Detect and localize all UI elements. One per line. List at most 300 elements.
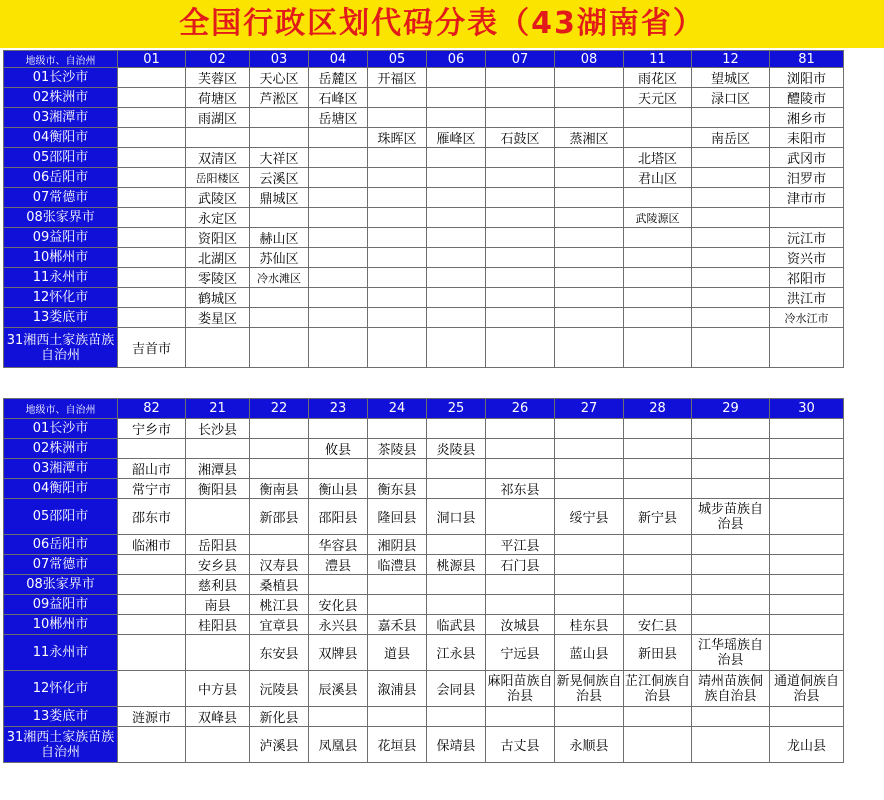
- county-cell: 汉寿县: [250, 555, 309, 575]
- table-row: [4, 148, 844, 168]
- county-cell: 珠晖区: [368, 128, 427, 148]
- county-cell: [624, 459, 692, 479]
- column-code: 25: [427, 399, 486, 419]
- county-cell: 冷水江市: [770, 308, 844, 328]
- county-cell: [624, 188, 692, 208]
- county-cell: 祁阳市: [770, 268, 844, 288]
- county-cell: [624, 248, 692, 268]
- county-cell: [555, 148, 624, 168]
- county-cell: [624, 575, 692, 595]
- county-cell: [624, 707, 692, 727]
- county-cell: 城步苗族自治县: [692, 499, 770, 535]
- county-cell: 江永县: [427, 635, 486, 671]
- county-cell: 安仁县: [624, 615, 692, 635]
- county-cell: [770, 575, 844, 595]
- county-cell: 天元区: [624, 88, 692, 108]
- county-cell: [624, 288, 692, 308]
- county-cell: [118, 615, 186, 635]
- county-cell: [555, 188, 624, 208]
- county-cell: [118, 228, 186, 248]
- county-cell: [186, 439, 250, 459]
- county-cell: [309, 248, 368, 268]
- county-cell: [309, 459, 368, 479]
- county-cell: [118, 439, 186, 459]
- county-cell: [368, 208, 427, 228]
- city-name: 11永州市: [4, 268, 118, 288]
- county-cell: [250, 419, 309, 439]
- county-cell: 新晃侗族自治县: [555, 671, 624, 707]
- county-cell: 君山区: [624, 168, 692, 188]
- county-cell: [427, 707, 486, 727]
- city-name: 01长沙市: [4, 68, 118, 88]
- county-cell: 洞口县: [427, 499, 486, 535]
- county-cell: 渌口区: [692, 88, 770, 108]
- county-cell: [624, 419, 692, 439]
- county-cell: [250, 328, 309, 368]
- city-name: 13娄底市: [4, 707, 118, 727]
- table-row: [4, 595, 844, 615]
- county-cell: [486, 228, 555, 248]
- county-cell: [770, 208, 844, 228]
- table-row: [4, 575, 844, 595]
- county-cell: 临澧县: [368, 555, 427, 575]
- county-cell: 津市市: [770, 188, 844, 208]
- county-cell: [427, 459, 486, 479]
- column-code: 11: [624, 51, 692, 68]
- county-cell: [624, 108, 692, 128]
- header-label: 地级市、自治州: [4, 51, 118, 68]
- county-cell: 安化县: [309, 595, 368, 615]
- county-cell: 醴陵市: [770, 88, 844, 108]
- county-cell: [624, 268, 692, 288]
- county-cell: 新宁县: [624, 499, 692, 535]
- county-cell: [486, 168, 555, 188]
- column-code: 02: [186, 51, 250, 68]
- header-label: 地级市、自治州: [4, 399, 118, 419]
- county-cell: [118, 671, 186, 707]
- county-cell: 永顺县: [555, 727, 624, 763]
- table-row: [4, 671, 844, 707]
- county-cell: 荷塘区: [186, 88, 250, 108]
- county-cell: [555, 419, 624, 439]
- county-cell: 华容县: [309, 535, 368, 555]
- county-cell: 北湖区: [186, 248, 250, 268]
- county-cell: [427, 535, 486, 555]
- county-cell: 南岳区: [692, 128, 770, 148]
- county-cell: [118, 595, 186, 615]
- county-cell: [118, 308, 186, 328]
- county-cell: [368, 419, 427, 439]
- county-cell: [427, 168, 486, 188]
- county-cell: [770, 479, 844, 499]
- county-cell: [309, 288, 368, 308]
- county-cell: [309, 208, 368, 228]
- county-cell: [770, 595, 844, 615]
- county-cell: [486, 499, 555, 535]
- county-cell: 临武县: [427, 615, 486, 635]
- code-table-1: [3, 50, 844, 368]
- city-name: 07常德市: [4, 188, 118, 208]
- city-name: 01长沙市: [4, 419, 118, 439]
- county-cell: [118, 168, 186, 188]
- county-cell: [692, 727, 770, 763]
- county-cell: [118, 727, 186, 763]
- county-cell: [368, 188, 427, 208]
- county-cell: 龙山县: [770, 727, 844, 763]
- city-name: 13娄底市: [4, 308, 118, 328]
- county-cell: [118, 128, 186, 148]
- county-cell: 苏仙区: [250, 248, 309, 268]
- county-cell: [624, 328, 692, 368]
- county-cell: [486, 419, 555, 439]
- county-cell: 平江县: [486, 535, 555, 555]
- county-cell: [692, 288, 770, 308]
- city-name: 02株洲市: [4, 439, 118, 459]
- county-cell: [309, 148, 368, 168]
- table-row: [4, 555, 844, 575]
- table-row: [4, 268, 844, 288]
- county-cell: [624, 727, 692, 763]
- county-cell: [368, 248, 427, 268]
- county-cell: [486, 248, 555, 268]
- table-row: [4, 188, 844, 208]
- county-cell: [624, 128, 692, 148]
- county-cell: [486, 459, 555, 479]
- county-cell: [309, 308, 368, 328]
- county-cell: 新邵县: [250, 499, 309, 535]
- county-cell: [186, 499, 250, 535]
- county-cell: 岳阳县: [186, 535, 250, 555]
- table-row: [4, 535, 844, 555]
- county-cell: [692, 228, 770, 248]
- table-row: [4, 168, 844, 188]
- county-cell: 蓝山县: [555, 635, 624, 671]
- county-cell: 澧县: [309, 555, 368, 575]
- county-cell: 茶陵县: [368, 439, 427, 459]
- county-cell: [118, 575, 186, 595]
- county-cell: [427, 575, 486, 595]
- column-code: 27: [555, 399, 624, 419]
- county-cell: 资阳区: [186, 228, 250, 248]
- county-cell: [486, 288, 555, 308]
- county-cell: [486, 575, 555, 595]
- table-row: [4, 419, 844, 439]
- county-cell: 零陵区: [186, 268, 250, 288]
- county-cell: [118, 88, 186, 108]
- county-cell: [250, 288, 309, 308]
- county-cell: 南县: [186, 595, 250, 615]
- county-cell: 炎陵县: [427, 439, 486, 459]
- county-cell: [309, 168, 368, 188]
- county-cell: [118, 288, 186, 308]
- city-name: 12怀化市: [4, 288, 118, 308]
- county-cell: 江华瑶族自治县: [692, 635, 770, 671]
- county-cell: [368, 268, 427, 288]
- county-cell: 武陵源区: [624, 208, 692, 228]
- county-cell: [309, 328, 368, 368]
- county-cell: [770, 439, 844, 459]
- county-cell: [555, 479, 624, 499]
- county-cell: 云溪区: [250, 168, 309, 188]
- county-cell: [555, 575, 624, 595]
- column-code: 28: [624, 399, 692, 419]
- county-cell: 沅江市: [770, 228, 844, 248]
- county-cell: [770, 555, 844, 575]
- county-cell: [624, 555, 692, 575]
- county-cell: 古丈县: [486, 727, 555, 763]
- county-cell: [250, 128, 309, 148]
- county-cell: 祁东县: [486, 479, 555, 499]
- county-cell: [692, 595, 770, 615]
- table-row: [4, 228, 844, 248]
- city-name: 09益阳市: [4, 595, 118, 615]
- city-name: 06岳阳市: [4, 168, 118, 188]
- county-cell: 赫山区: [250, 228, 309, 248]
- column-code: 03: [250, 51, 309, 68]
- table-row: [4, 727, 844, 763]
- table-row: [4, 707, 844, 727]
- county-cell: 涟源市: [118, 707, 186, 727]
- county-cell: [555, 168, 624, 188]
- county-cell: 湘阴县: [368, 535, 427, 555]
- county-cell: [770, 635, 844, 671]
- county-cell: [368, 707, 427, 727]
- county-cell: [309, 228, 368, 248]
- county-cell: [486, 68, 555, 88]
- county-cell: [427, 88, 486, 108]
- table-row: [4, 615, 844, 635]
- county-cell: [427, 288, 486, 308]
- county-cell: 汨罗市: [770, 168, 844, 188]
- county-cell: 岳塘区: [309, 108, 368, 128]
- county-cell: [118, 208, 186, 228]
- table-row: [4, 635, 844, 671]
- county-cell: 桂东县: [555, 615, 624, 635]
- city-name: 05邵阳市: [4, 499, 118, 535]
- table-row: [4, 308, 844, 328]
- city-name: 31湘西土家族苗族自治州: [4, 727, 118, 763]
- city-name: 03湘潭市: [4, 459, 118, 479]
- county-cell: [427, 328, 486, 368]
- county-cell: [368, 108, 427, 128]
- county-cell: 新田县: [624, 635, 692, 671]
- county-cell: 凤凰县: [309, 727, 368, 763]
- county-cell: 双牌县: [309, 635, 368, 671]
- county-cell: 浏阳市: [770, 68, 844, 88]
- county-cell: 洪江市: [770, 288, 844, 308]
- county-cell: [692, 188, 770, 208]
- county-cell: [427, 188, 486, 208]
- county-cell: [368, 459, 427, 479]
- county-cell: 武陵区: [186, 188, 250, 208]
- county-cell: 湘乡市: [770, 108, 844, 128]
- column-code: 22: [250, 399, 309, 419]
- county-cell: 攸县: [309, 439, 368, 459]
- county-cell: 沅陵县: [250, 671, 309, 707]
- county-cell: [309, 188, 368, 208]
- county-cell: [118, 68, 186, 88]
- county-cell: 武冈市: [770, 148, 844, 168]
- county-cell: 吉首市: [118, 328, 186, 368]
- county-cell: [309, 419, 368, 439]
- county-cell: 溆浦县: [368, 671, 427, 707]
- county-cell: [555, 707, 624, 727]
- county-cell: 芷江侗族自治县: [624, 671, 692, 707]
- county-cell: 望城区: [692, 68, 770, 88]
- county-cell: 耒阳市: [770, 128, 844, 148]
- county-cell: [624, 535, 692, 555]
- county-cell: 会同县: [427, 671, 486, 707]
- county-cell: [368, 595, 427, 615]
- county-cell: 新化县: [250, 707, 309, 727]
- county-cell: 大祥区: [250, 148, 309, 168]
- county-cell: 北塔区: [624, 148, 692, 168]
- county-cell: 通道侗族自治县: [770, 671, 844, 707]
- column-code: 21: [186, 399, 250, 419]
- county-cell: 雨湖区: [186, 108, 250, 128]
- column-code: 24: [368, 399, 427, 419]
- column-code: 26: [486, 399, 555, 419]
- county-cell: [555, 288, 624, 308]
- county-cell: [692, 459, 770, 479]
- county-cell: 慈利县: [186, 575, 250, 595]
- county-cell: [427, 248, 486, 268]
- page-title: 全国行政区划代码分表（43湖南省）: [0, 0, 884, 48]
- county-cell: 芦淞区: [250, 88, 309, 108]
- column-code: 23: [309, 399, 368, 419]
- county-cell: [368, 288, 427, 308]
- county-cell: 辰溪县: [309, 671, 368, 707]
- city-name: 31湘西土家族苗族自治州: [4, 328, 118, 368]
- county-cell: [186, 328, 250, 368]
- table-row: [4, 108, 844, 128]
- county-cell: [624, 228, 692, 248]
- county-cell: [555, 459, 624, 479]
- county-cell: [309, 128, 368, 148]
- county-cell: 资兴市: [770, 248, 844, 268]
- county-cell: 宜章县: [250, 615, 309, 635]
- county-cell: 衡南县: [250, 479, 309, 499]
- column-code: 05: [368, 51, 427, 68]
- county-cell: 东安县: [250, 635, 309, 671]
- county-cell: [368, 228, 427, 248]
- table-row: [4, 499, 844, 535]
- county-cell: 石鼓区: [486, 128, 555, 148]
- county-cell: [186, 635, 250, 671]
- county-cell: [770, 615, 844, 635]
- county-cell: [118, 555, 186, 575]
- table-row: [4, 88, 844, 108]
- county-cell: [368, 575, 427, 595]
- county-cell: [486, 88, 555, 108]
- county-cell: [770, 707, 844, 727]
- county-cell: [118, 148, 186, 168]
- county-cell: [486, 308, 555, 328]
- county-cell: [309, 707, 368, 727]
- column-code: 04: [309, 51, 368, 68]
- county-cell: 常宁市: [118, 479, 186, 499]
- code-table-2: [3, 398, 844, 763]
- county-cell: [770, 535, 844, 555]
- county-cell: [486, 439, 555, 459]
- county-cell: [692, 615, 770, 635]
- county-cell: [692, 419, 770, 439]
- city-name: 08张家界市: [4, 575, 118, 595]
- county-cell: 韶山市: [118, 459, 186, 479]
- county-cell: [624, 479, 692, 499]
- county-cell: [427, 148, 486, 168]
- county-cell: [427, 228, 486, 248]
- county-cell: [427, 268, 486, 288]
- county-cell: [624, 439, 692, 459]
- table-row: [4, 328, 844, 368]
- county-cell: [427, 308, 486, 328]
- county-cell: [555, 555, 624, 575]
- county-cell: [309, 268, 368, 288]
- county-cell: 桃江县: [250, 595, 309, 615]
- city-name: 04衡阳市: [4, 128, 118, 148]
- county-cell: [186, 727, 250, 763]
- county-cell: [692, 168, 770, 188]
- city-name: 07常德市: [4, 555, 118, 575]
- county-cell: [118, 188, 186, 208]
- county-cell: 衡阳县: [186, 479, 250, 499]
- county-cell: [368, 148, 427, 168]
- county-cell: 靖州苗族侗族自治县: [692, 671, 770, 707]
- county-cell: 中方县: [186, 671, 250, 707]
- county-cell: [368, 328, 427, 368]
- county-cell: [368, 88, 427, 108]
- county-cell: [486, 268, 555, 288]
- county-cell: 娄星区: [186, 308, 250, 328]
- county-cell: [555, 208, 624, 228]
- county-cell: [486, 188, 555, 208]
- column-code: 07: [486, 51, 555, 68]
- county-cell: [368, 168, 427, 188]
- county-cell: 天心区: [250, 68, 309, 88]
- county-cell: [692, 707, 770, 727]
- county-cell: [118, 108, 186, 128]
- county-cell: [555, 535, 624, 555]
- column-code: 82: [118, 399, 186, 419]
- county-cell: [692, 308, 770, 328]
- county-cell: 雁峰区: [427, 128, 486, 148]
- county-cell: [250, 535, 309, 555]
- county-cell: [427, 208, 486, 228]
- county-cell: [427, 595, 486, 615]
- county-cell: [250, 308, 309, 328]
- county-cell: 永定区: [186, 208, 250, 228]
- county-cell: [555, 88, 624, 108]
- table-row: [4, 68, 844, 88]
- county-cell: [186, 128, 250, 148]
- county-cell: 隆回县: [368, 499, 427, 535]
- county-cell: 衡山县: [309, 479, 368, 499]
- city-name: 10郴州市: [4, 615, 118, 635]
- city-name: 06岳阳市: [4, 535, 118, 555]
- county-cell: [692, 328, 770, 368]
- county-cell: [770, 459, 844, 479]
- column-code: 12: [692, 51, 770, 68]
- county-cell: [250, 439, 309, 459]
- county-cell: 绥宁县: [555, 499, 624, 535]
- county-cell: [555, 595, 624, 615]
- county-cell: [250, 108, 309, 128]
- county-cell: [770, 328, 844, 368]
- county-cell: [309, 575, 368, 595]
- county-cell: 桂阳县: [186, 615, 250, 635]
- county-cell: [118, 268, 186, 288]
